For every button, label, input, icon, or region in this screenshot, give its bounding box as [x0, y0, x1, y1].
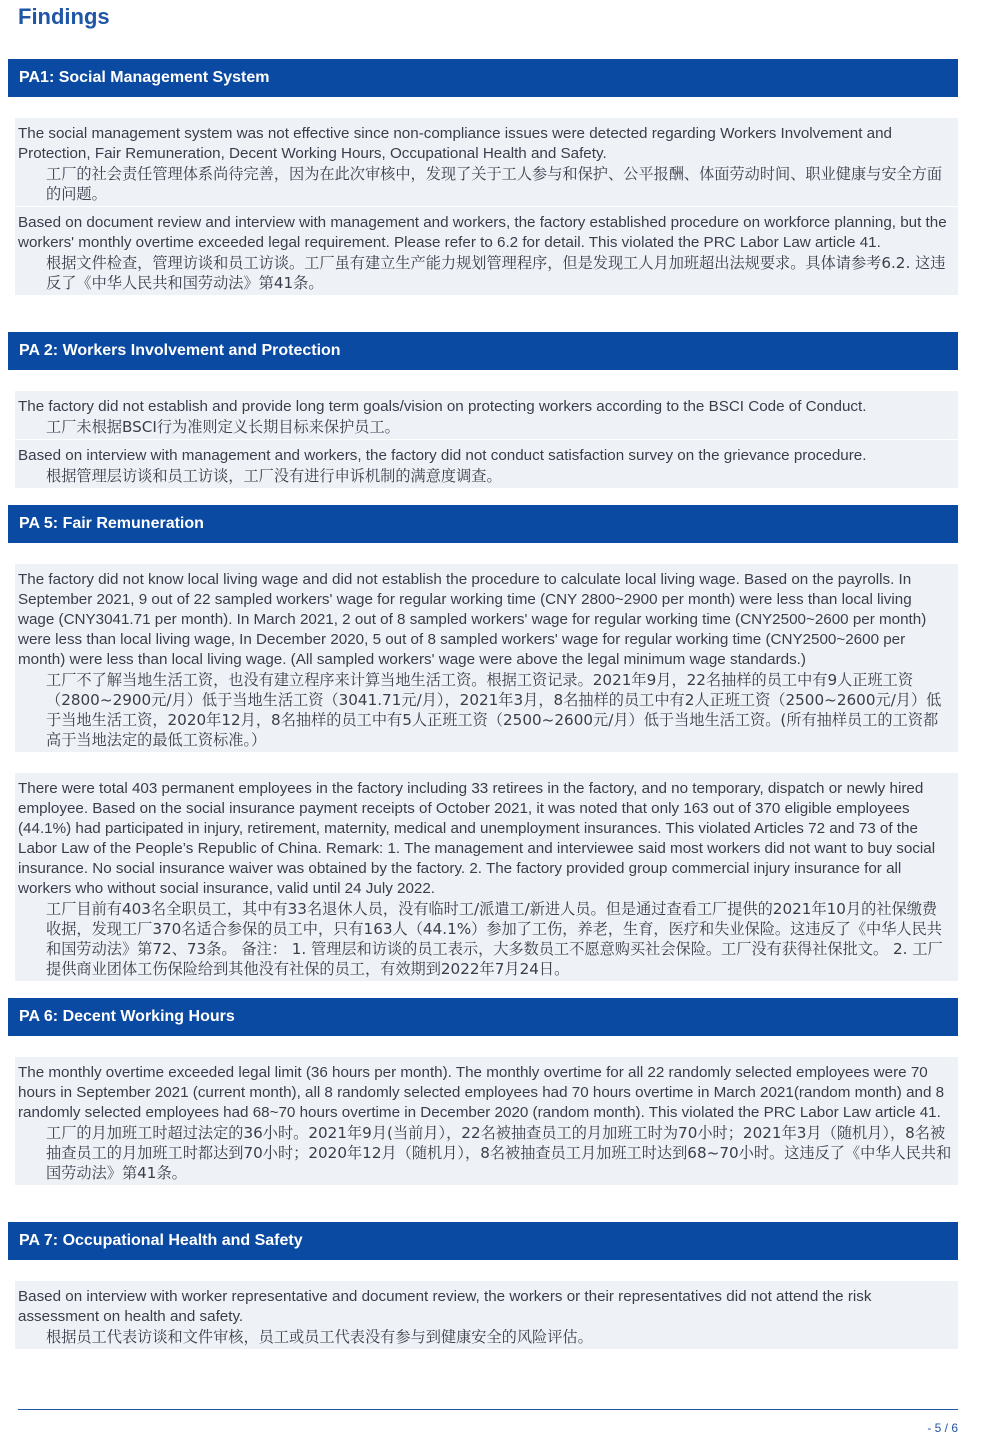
finding-text-en: The factory did not establish and provide long term goals/vision on protecting workers according to the BSCI Code of Conduct.: [18, 398, 867, 415]
finding-text-en: The social management system was not effective since non-compliance issues were detected regarding Workers Involvement and Protection, Fair Remuneration, Decent Working Hours, Occupational Health and Safety.: [18, 125, 893, 162]
footer-divider: [18, 1409, 958, 1410]
finding-text-en: Based on document review and interview with management and workers, the factory established procedure on workforce planning, but the workers' monthly overtime exceeded legal requirement. Please refer to 6.2 for detail. This violated the PRC Labor Law article 41.: [18, 214, 947, 251]
finding-block: [15, 440, 958, 488]
finding-text-zh: 工厂的社会责任管理体系尚待完善，因为在此次审核中，发现了关于工人参与和保护、公平报酬、体面劳动时间、职业健康与安全方面的问题。: [46, 165, 943, 203]
finding-block: [15, 564, 958, 752]
finding-block: [15, 207, 958, 295]
finding-text-en: Based on interview with worker representative and document review, the workers or their representatives did not attend the risk assessment on health and safety.: [18, 1288, 872, 1325]
section-header-pa7: PA 7: Occupational Health and Safety: [8, 1222, 958, 1260]
finding-block: [15, 1281, 958, 1349]
finding-text-en: The monthly overtime exceeded legal limit (36 hours per month). The monthly overtime for all 22 randomly selected employees were 70 hours in September 2021 (current month), all 8 randomly selected employees had 70 hours overtime in March 2021(random month) and 8 randomly selected employees had 68~70 hours overtime in December 2020 (random month). This violated the PRC Labor Law article 41.: [18, 1064, 945, 1121]
page-title: Findings: [18, 4, 110, 29]
section-header-pa2: PA 2: Workers Involvement and Protection: [8, 332, 958, 370]
finding-text-zh: 根据管理层访谈和员工访谈，工厂没有进行申诉机制的满意度调查。: [46, 467, 502, 485]
finding-block: [15, 391, 958, 439]
page-number: - 5 / 6: [927, 1421, 958, 1435]
section-header-pa6: PA 6: Decent Working Hours: [8, 998, 958, 1036]
section-header-pa5: PA 5: Fair Remuneration: [8, 505, 958, 543]
finding-text-en: There were total 403 permanent employees in the factory including 33 retirees in the factory, and no temporary, dispatch or newly hired employee. Based on the social insurance payment receipts of October 2021, it was noted that only 163 out of 370 eligible employees (44.1%) had participated in injury, retirement, maternity, medical and unemployment insurances. This violated Articles 72 and 73 of the Labor Law of the People’s Republic of China. Remark: 1. The management and interviewee said most workers did not want to buy social insurance. No social insurance waiver was obtained by the factory. 2. The factory provided group commercial injury insurance for all workers who without social insurance, valid until 24 July 2022.: [18, 780, 936, 897]
finding-block: [15, 773, 958, 981]
section-header-pa1: PA1: Social Management System: [8, 59, 958, 97]
finding-text-zh: 工厂目前有403名全职员工，其中有33名退休人员，没有临时工/派遣工/新进人员。但是通过查看工厂提供的2021年10月的社保缴费收据，发现工厂370名适合参保的员工中，只有163人（44.1%）参加了工伤，养老，生育，医疗和失业保险。这违反了《中华人民共和国劳动法》第72、73条。 备注： 1. 管理层和访谈的员工表示，大多数员工不愿意购买社会保险。工厂没有获得社保批文。 2. 工厂提供商业团体工伤保险给到其他没有社保的员工，有效期到2022年7月24日。: [46, 900, 943, 978]
finding-text-zh: 根据员工代表访谈和文件审核，员工或员工代表没有参与到健康安全的风险评估。: [46, 1328, 593, 1346]
finding-text-zh: 根据文件检查，管理访谈和员工访谈。工厂虽有建立生产能力规划管理程序，但是发现工人月加班超出法规要求。具体请参考6.2. 这违反了《中华人民共和国劳动法》第41条。: [46, 254, 946, 292]
finding-text-zh: 工厂不了解当地生活工资，也没有建立程序来计算当地生活工资。根据工资记录。2021年9月，22名抽样的员工中有9人正班工资（2800~2900元/月）低于当地生活工资（3041.71元/月），2021年3月，8名抽样的员工中有2人正班工资（2500~2600元/月）低于当地生活工资，2020年12月，8名抽样的员工中有5人正班工资（2500~2600元/月）低于当地生活工资。(所有抽样员工的工资都高于当地法定的最低工资标准。）: [46, 671, 942, 749]
finding-text-en: Based on interview with management and workers, the factory did not conduct satisfaction survey on the grievance procedure.: [18, 447, 867, 464]
finding-text-zh: 工厂的月加班工时超过法定的36小时。2021年9月(当前月），22名被抽查员工的月加班工时为70小时；2021年3月（随机月），8名被抽查员工的月加班工时都达到70小时；2020年12月（随机月），8名被抽查员工月加班工时达到68~70小时。这违反了《中华人民共和国劳动法》第41条。: [46, 1124, 952, 1182]
finding-text-zh: 工厂未根据BSCI行为准则定义长期目标来保护员工。: [46, 418, 400, 436]
finding-block: [15, 1057, 958, 1185]
finding-block: [15, 118, 958, 206]
finding-text-en: The factory did not know local living wage and did not establish the procedure to calculate local living wage. Based on the payrolls. In September 2021, 9 out of 22 sampled workers' wage for regular working time (CNY 2800~2900 per month) were less than local living wage (CNY3041.71 per month). In March 2021, 2 out of 8 sampled workers' wage for regular working time (CNY2500~2600 per month) were less than local living wage, In December 2020, 5 out of 8 sampled workers' wage for regular working time (CNY2500~2600 per month) were less than local living wage. (All sampled workers' wage were above the legal minimum wage standards.): [18, 571, 927, 668]
